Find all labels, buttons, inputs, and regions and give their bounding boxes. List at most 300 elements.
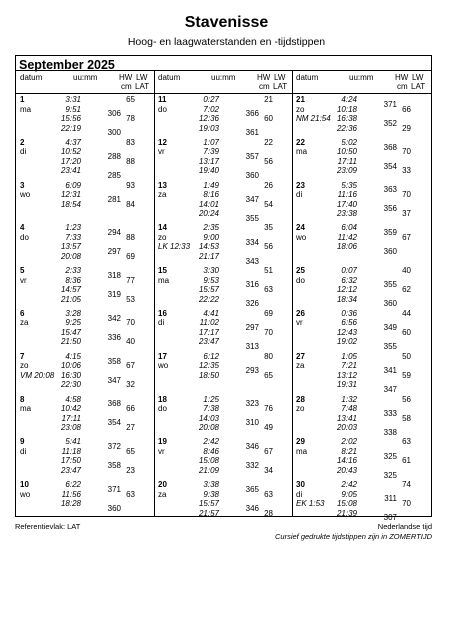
header-time: uu:mm [211,73,236,82]
high-water-height: 306 [107,109,121,119]
high-water-height: 371 [107,484,121,494]
day-number: 4 [20,223,25,233]
tide-time: 7:38 [203,404,219,414]
tide-time: 11:18 [61,446,81,456]
tide-time: 16:30 [60,370,81,380]
tide-time: 3:38 [203,480,219,490]
tide-time: 1:23 [65,223,81,233]
day-entry [292,478,429,521]
low-water-height: 29 [402,123,411,133]
weekday: zo [296,104,305,114]
tide-time: 6:12 [203,351,219,361]
header-hw: HW [395,73,409,82]
tide-time: 3:28 [65,308,81,318]
tide-time: 9:53 [203,275,219,285]
weekday: vr [158,147,165,157]
tide-time: 0:07 [341,266,357,276]
day-entry [154,264,291,307]
high-water-height: 346 [245,503,259,513]
tide-time: 21:57 [198,508,219,518]
high-water-height: 325 [383,470,397,480]
low-water-height: 26 [264,180,273,190]
tide-time: 22:22 [198,294,219,304]
high-water-height: 352 [383,118,397,128]
high-water-height: 372 [107,442,121,452]
weekday: di [158,318,165,328]
weekday: zo [158,232,167,242]
low-water-height: 65 [126,446,135,456]
tide-time: 22:36 [336,123,357,133]
tide-time: 21:39 [336,508,357,518]
low-water-height: 70 [126,318,135,328]
tide-time: 8:16 [203,190,219,200]
low-water-height: 70 [402,147,411,157]
tide-time: 21:05 [60,294,81,304]
tide-time: 1:05 [341,351,357,361]
tide-time: 20:08 [60,251,81,261]
day-column [154,71,291,521]
high-water-height: 318 [107,270,121,280]
header-date: datum [296,73,319,82]
high-water-height: 316 [245,280,259,290]
header-date: datum [20,73,43,82]
day-number: 14 [158,223,167,233]
tide-time: 1:32 [341,394,357,404]
tide-time: 13:41 [336,413,357,423]
tide-time: 2:35 [203,223,219,233]
high-water-height: 311 [384,494,397,504]
tide-time: 4:24 [341,95,357,104]
day-number: 24 [296,223,305,233]
low-water-height: 63 [264,489,273,499]
day-number: 17 [158,351,167,361]
day-number: 15 [158,266,167,276]
tide-time: 18:28 [60,499,81,509]
weekday: di [20,446,27,456]
tide-time: 6:09 [65,180,81,190]
tide-time: 23:41 [60,166,81,176]
day-number: 13 [158,180,167,190]
low-water-height: 56 [264,242,273,252]
low-water-height: 80 [264,351,273,361]
day-number: 3 [20,180,25,190]
low-water-height: 67 [264,446,273,456]
tide-time: 18:06 [336,242,357,252]
tide-time: 1:25 [203,394,219,404]
weekday: di [296,489,303,499]
weekday: ma [20,104,32,114]
low-water-height: 66 [402,104,411,114]
summer-time-note: Cursief gedrukte tijdstippen zijn in ZOMERTIJD [274,532,432,541]
column-header [292,71,429,93]
day-number: 27 [296,351,305,361]
tide-time: 22:19 [60,123,81,133]
tide-time: 23:08 [60,423,81,433]
day-number: 12 [158,137,167,147]
low-water-height: 93 [126,180,135,190]
day-entry [16,393,153,436]
low-water-height: 67 [402,232,411,242]
high-water-height: 333 [383,408,397,418]
day-entry [16,307,153,350]
tide-time: 23:47 [60,465,81,475]
tide-time: 13:17 [198,156,219,166]
tide-time: 12:43 [336,327,357,337]
weekday: zo [20,361,29,371]
low-water-height: 21 [264,95,273,104]
tide-time: 7:33 [65,232,81,242]
tide-time: 4:37 [65,137,81,147]
high-water-height: 361 [245,128,259,138]
tide-time: 14:03 [198,413,219,423]
low-water-height: 65 [264,370,273,380]
tide-time: 15:56 [60,114,81,123]
day-entry [154,350,291,393]
high-water-height: 360 [107,503,121,513]
tide-time: 4:58 [65,394,81,404]
tide-time: 7:48 [341,404,357,414]
weekday: ma [20,404,32,414]
weekday: za [158,489,167,499]
tide-time: 12:36 [198,114,219,123]
tide-time: 13:12 [336,370,357,380]
header-unit: cm [397,82,408,91]
low-water-height: 84 [126,199,135,209]
day-number: 9 [20,437,25,447]
tide-time: 17:20 [60,156,81,166]
tide-time: 19:03 [198,123,219,133]
high-water-height: 368 [107,399,121,409]
low-water-height: 70 [402,190,411,200]
tide-time: 11:42 [337,232,357,242]
weekday: wo [296,232,307,242]
tide-time: 16:38 [336,114,357,123]
high-water-height: 310 [245,418,259,428]
tide-time: 0:27 [203,95,219,104]
header-hw: HW [119,73,133,82]
day-entry [16,350,153,393]
high-water-height: 346 [245,442,259,452]
low-water-height: 65 [126,95,135,104]
high-water-height: 285 [107,171,121,181]
tide-time: 12:12 [336,285,357,295]
tide-time: 4:41 [203,308,219,318]
day-number: 22 [296,137,305,147]
day-entry [292,393,429,436]
header-lw: LW [136,73,148,82]
tide-time: 8:21 [341,446,357,456]
tide-time: 9:05 [341,489,357,499]
tide-time: 15:08 [336,499,357,509]
high-water-height: 323 [245,399,259,409]
moon-phase: VM 20:08 [20,370,55,380]
page-title: Stavenisse [184,14,269,31]
day-number: 23 [296,180,305,190]
tide-time: 10:52 [60,147,81,157]
high-water-height: 354 [383,161,397,171]
low-water-height: 54 [264,199,273,209]
tide-time: 20:08 [198,423,219,433]
tide-time: 14:57 [60,285,81,295]
tide-time: 21:50 [60,337,81,347]
day-entry [292,264,429,307]
low-water-height: 22 [264,137,273,147]
high-water-height: 338 [383,427,397,437]
day-number: 26 [296,308,305,318]
high-water-height: 334 [245,237,259,247]
low-water-height: 51 [264,266,273,276]
moon-phase: NM 21:54 [296,114,331,123]
page-subtitle: Hoog- en laagwaterstanden en -tijdstippen [127,36,326,48]
weekday: ma [296,147,308,157]
tide-time: 23:47 [198,337,219,347]
tide-time: 3:30 [203,266,219,276]
tide-time: 7:02 [203,104,219,114]
low-water-height: 60 [264,114,273,123]
tide-time: 17:11 [337,156,357,166]
day-number: 6 [20,308,25,318]
tide-time: 2:42 [341,480,357,490]
weekday: di [20,147,27,157]
high-water-height: 368 [383,142,397,152]
high-water-height: 365 [245,484,259,494]
weekday: vr [158,446,165,456]
low-water-height: 78 [126,114,135,123]
high-water-height: 355 [383,342,397,352]
day-number: 5 [20,266,25,276]
high-water-height: 281 [107,194,121,204]
high-water-height: 341 [383,366,397,376]
low-water-height: 40 [402,266,411,276]
tide-time: 19:31 [336,380,357,390]
tide-time: 4:15 [65,351,81,361]
tide-time: 8:46 [203,446,219,456]
low-water-height: 50 [402,351,411,361]
high-water-height: 293 [245,366,259,376]
weekday: wo [158,361,169,371]
low-water-height: 60 [402,327,411,337]
header-unit: cm [121,82,132,91]
tide-time: 1:07 [203,137,219,147]
tide-time: 15:47 [60,327,81,337]
day-number: 1 [20,95,25,104]
low-water-height: 63 [126,489,135,499]
low-water-height: 69 [126,251,135,261]
header-lw: LW [412,73,424,82]
low-water-height: 70 [264,327,273,337]
high-water-height: 326 [245,299,259,309]
tide-time: 17:11 [61,413,81,423]
day-number: 30 [296,480,305,490]
moon-phase: EK 1:53 [296,499,325,509]
low-water-height: 88 [126,156,135,166]
day-entry [154,136,291,179]
high-water-height: 360 [383,247,397,257]
day-entry [16,179,153,222]
weekday: do [158,104,167,114]
high-water-height: 349 [383,323,397,333]
high-water-height: 357 [245,152,259,162]
high-water-height: 347 [383,385,397,395]
day-number: 25 [296,266,305,276]
weekday: vr [296,318,303,328]
tide-time: 18:50 [198,370,219,380]
tide-time: 14:53 [198,242,219,252]
header-ref: LAT [411,82,426,91]
low-water-height: 37 [402,209,411,219]
tide-time: 2:42 [203,437,219,447]
low-water-height: 62 [402,285,411,295]
high-water-height: 300 [107,128,121,138]
high-water-height: 363 [383,185,397,195]
tide-time: 17:40 [336,199,357,209]
day-number: 28 [296,394,305,404]
header-lw: LW [274,73,286,82]
day-entry [154,307,291,350]
tide-time: 5:35 [341,180,357,190]
tide-time: 9:25 [65,318,81,328]
day-number: 20 [158,480,167,490]
low-water-height: 49 [264,423,273,433]
day-entry [154,221,291,264]
weekday: ma [296,446,308,456]
day-entry [292,350,429,393]
weekday: di [296,190,303,200]
day-entry [154,179,291,222]
day-entry [16,264,153,307]
tide-time: 2:02 [341,437,357,447]
day-entry [292,179,429,222]
day-column [16,71,153,521]
high-water-height: 356 [383,204,397,214]
tide-time: 23:09 [336,166,357,176]
high-water-height: 354 [107,418,121,428]
reference-note: Referentievlak: LAT [15,522,81,531]
weekday: wo [20,190,31,200]
tide-time: 7:21 [341,361,357,371]
day-entry [16,221,153,264]
tide-time: 8:36 [65,275,81,285]
high-water-height: 297 [245,323,259,333]
tide-time: 9:38 [203,489,219,499]
weekday: ma [158,275,170,285]
tide-time: 20:24 [198,209,219,219]
weekday: za [158,190,167,200]
header-ref: LAT [135,82,150,91]
low-water-height: 44 [402,308,411,318]
weekday: do [296,275,305,285]
high-water-height: 336 [107,332,121,342]
low-water-height: 66 [126,404,135,414]
tide-time: 3:31 [65,95,81,104]
weekday: do [20,232,29,242]
tide-time: 10:42 [60,404,81,414]
day-number: 2 [20,137,25,147]
high-water-height: 294 [107,228,121,238]
low-water-height: 67 [126,361,135,371]
high-water-height: 358 [107,356,121,366]
tide-time: 22:30 [60,380,81,390]
timezone-note: Nederlandse tijd [377,522,432,531]
high-water-height: 355 [383,280,397,290]
low-water-height: 23 [126,465,135,475]
tide-time: 12:35 [198,361,219,371]
header-unit: cm [259,82,270,91]
tide-time: 6:32 [341,275,357,285]
high-water-height: 319 [107,289,121,299]
weekday: do [158,404,167,414]
day-number: 21 [296,95,305,104]
tide-time: 13:57 [60,242,81,252]
low-water-height: 74 [402,480,411,490]
tide-time: 9:51 [65,104,81,114]
tide-time: 12:31 [60,190,81,200]
low-water-height: 63 [264,285,273,295]
tide-time: 10:50 [336,147,357,157]
day-entry [154,478,291,521]
weekday: wo [20,489,31,499]
day-number: 8 [20,394,25,404]
tide-time: 15:08 [198,456,219,466]
tide-time: 14:01 [198,199,219,209]
tide-table [15,55,432,523]
high-water-height: 347 [107,375,121,385]
tide-time: 11:16 [337,190,357,200]
column-header [154,71,291,93]
tide-time: 18:34 [336,294,357,304]
tide-time: 21:09 [198,465,219,475]
high-water-height: 342 [107,313,121,323]
tide-time: 17:50 [60,456,81,466]
high-water-height: 360 [245,171,259,181]
tide-time: 20:03 [336,423,357,433]
day-entry [16,136,153,179]
low-water-height: 58 [402,413,411,423]
low-water-height: 32 [126,380,135,390]
high-water-height: 297 [107,247,121,257]
tide-time: 15:57 [198,285,219,295]
high-water-height: 347 [245,194,259,204]
low-water-height: 56 [402,394,411,404]
high-water-height: 358 [107,461,121,471]
high-water-height: 371 [383,99,397,109]
day-entry [154,435,291,478]
tide-time: 21:17 [198,251,219,261]
low-water-height: 34 [264,465,273,475]
low-water-height: 70 [402,499,411,509]
low-water-height: 59 [402,370,411,380]
low-water-height: 28 [264,508,273,518]
high-water-height: 288 [107,152,121,162]
tide-time: 6:22 [65,480,81,490]
tide-time: 14:16 [336,456,357,466]
month-heading: September 2025 [19,58,115,72]
tide-time: 20:43 [336,465,357,475]
high-water-height: 366 [245,109,259,119]
header-hw: HW [257,73,271,82]
high-water-height: 343 [245,256,259,266]
day-entry [292,307,429,350]
day-entry [154,93,291,136]
day-number: 16 [158,308,167,318]
moon-phase: LK 12:33 [158,242,191,252]
high-water-height: 332 [245,461,259,471]
tide-time: 5:02 [341,137,357,147]
tide-time: 0:36 [341,308,357,318]
tide-time: 7:39 [203,147,219,157]
high-water-height: 313 [245,342,259,352]
tide-time: 18:54 [60,199,81,209]
